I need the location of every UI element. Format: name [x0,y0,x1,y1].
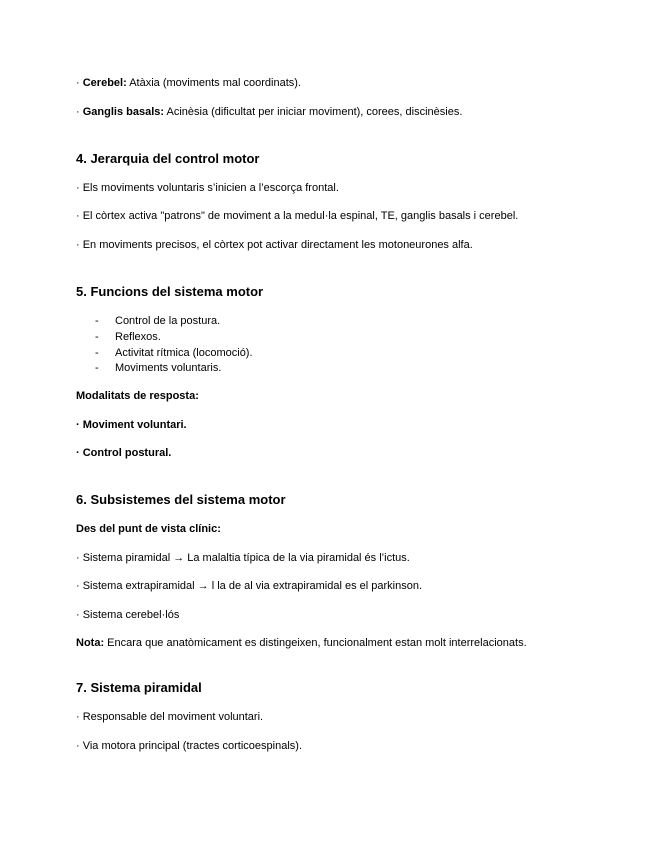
nota-text: Encara que anatòmicament es distingeixen, funcionalment estan molt interrelacionats. [104,637,527,649]
cerebel-line [76,76,301,90]
section-5-heading: 5. Funcions del sistema motor [76,284,264,299]
section-4-paragraph-2: · El còrtex activa "patrons" de moviment a la medul·la espinal, TE, ganglis basals i cerebel. [76,210,519,222]
section-6-subtitle: Des del punt de vista clínic: [76,523,221,535]
section-6-paragraph-2: · Sistema extrapiramidal → l la de al via extrapiramidal es el parkinson. [76,580,423,592]
list-item: Activitat rítmica (locomoció). [115,347,253,359]
section-6-paragraph-3: · Sistema cerebel·lós [76,609,180,621]
section-7-heading: 7. Sistema piramidal [76,680,202,695]
nota-line [76,636,527,650]
list-item: Moviments voluntaris. [115,362,222,374]
ganglis-text: Acinèsia (dificultat per iniciar moviment), corees, discinèsies. [164,106,463,118]
section-7-paragraph-2: · Via motora principal (tractes corticoespinals). [76,740,302,752]
section-7-paragraph-1: · Responsable del moviment voluntari. [76,711,264,723]
section-4-paragraph-3: · En moviments precisos, el còrtex pot activar directament les motoneurones alfa. [76,239,473,251]
list-dash: - [95,362,99,374]
cerebel-label: Cerebel: [82,77,127,89]
section-6-paragraph-1: · Sistema piramidal → La malaltia típica de la via piramidal és l’ictus. [76,552,410,564]
list-dash: - [95,331,99,343]
ganglis-line [76,105,462,119]
bullet: · [76,77,83,89]
list-item: Reflexos. [115,331,161,343]
list-dash: - [95,347,99,359]
cerebel-text: Atàxia (moviments mal coordinats). [126,77,301,89]
nota-label: Nota: [76,637,105,649]
section-6-heading: 6. Subsistemes del sistema motor [76,492,286,507]
ganglis-label: Ganglis basals: [82,106,165,118]
bullet: · [76,106,83,118]
section-4-heading: 4. Jerarquia del control motor [76,151,260,166]
modalitats-heading: Modalitats de resposta: [76,390,199,402]
section-4-paragraph-1: · Els moviments voluntaris s’inicien a l’escorça frontal. [76,182,339,194]
modalitat-voluntari: · Moviment voluntari. [76,419,187,431]
list-dash: - [95,315,99,327]
modalitat-postural: · Control postural. [76,447,172,459]
list-item: Control de la postura. [115,315,221,327]
